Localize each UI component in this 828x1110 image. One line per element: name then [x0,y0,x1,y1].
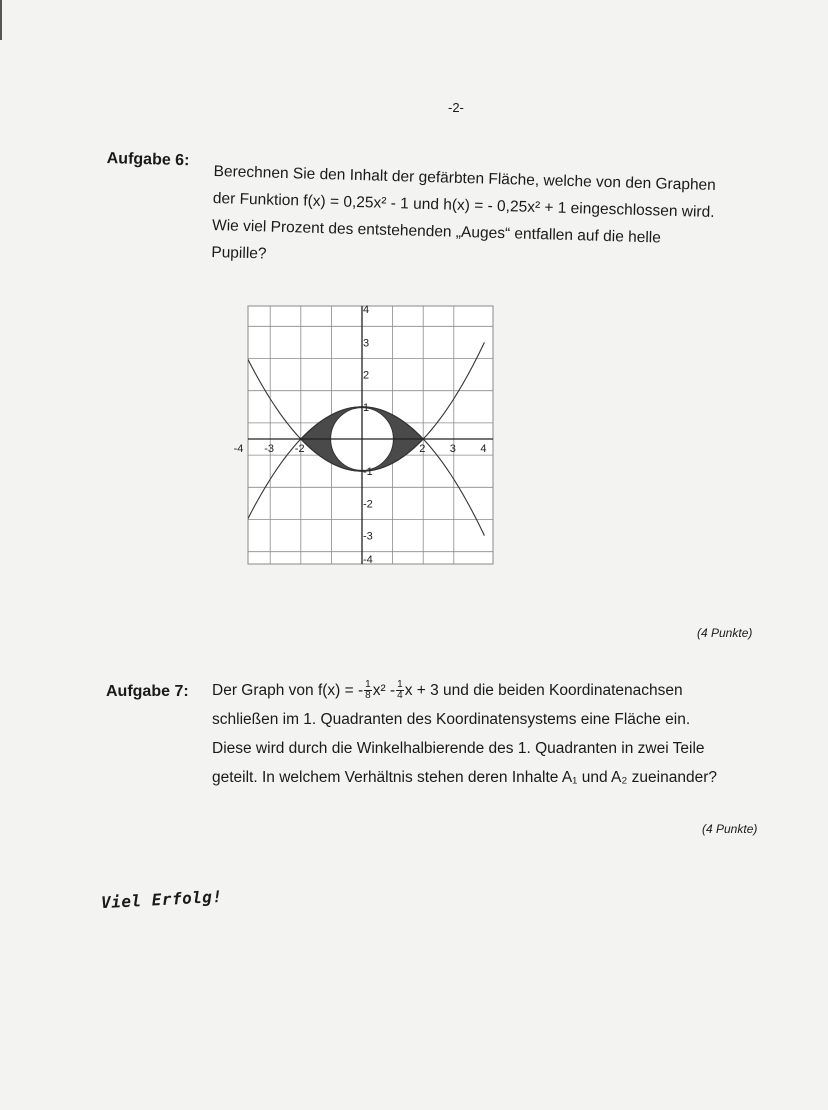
eye-figure [233,300,506,580]
y-tick-label: 1 [363,401,370,414]
y-tick-label: 2 [363,369,370,382]
fraction-one-quarter [396,680,404,701]
task7-formula-mid: x² - [372,682,396,699]
fraction-numerator: 1 [365,679,371,691]
x-tick-label: -2 [294,443,305,455]
task6-text [211,158,794,282]
task7-line: Diese wird durch die Winkelhalbierende des 1. Quadranten in zwei Teile [212,740,705,757]
y-tick-label: -3 [363,530,373,543]
fraction-numerator: 1 [397,679,403,691]
x-tick-label: -4 [233,443,244,455]
task6-line: Wie viel Prozent des entstehenden „Auges“ entfallen auf die helle [211,216,662,247]
x-tick-label: -3 [264,443,274,455]
task6-line: Berechnen Sie den Inhalt der gefärbten Fläche, welche von den Graphen [213,162,717,195]
task6-line: der Funktion f(x) = 0,25x² - 1 und h(x) = - 0,25x² + 1 eingeschlossen wird. [212,189,715,221]
fraction-denominator: 4 [397,690,403,702]
task7-line: geteilt. In welchem Verhältnis stehen deren Inhalte A₁ und A₂ zueinander? [212,769,717,786]
y-tick-label: 4 [363,304,370,316]
y-tick-label: -4 [363,554,373,566]
y-tick-label: -2 [363,498,373,511]
y-tick-label: 3 [363,337,370,350]
x-tick-label: 2 [419,443,426,455]
closing-wish: Viel Erfolg! [100,886,224,913]
task7-points: (4 Punkte) [702,822,758,836]
fraction-one-eighth [364,680,372,701]
page-number: -2- [448,100,464,115]
eye-graph [233,300,506,575]
task7-label: Aufgabe 7: [106,683,189,700]
y-tick-label: -1 [363,466,373,479]
page-edge [0,0,2,40]
task7-line-formula [212,676,812,705]
task6-line: Pupille? [211,243,267,263]
task7-formula-suffix: x + 3 und die beiden Koordinatenachsen [404,682,683,699]
task7-text [212,676,812,792]
fraction-denominator: 8 [365,690,371,702]
task7-formula-prefix: Der Graph von f(x) = - [212,682,364,699]
x-tick-label: 3 [449,443,456,455]
task7-line: schließen im 1. Quadranten des Koordinatensystems eine Fläche ein. [212,711,691,728]
task6-points: (4 Punkte) [697,626,753,640]
x-tick-label: 4 [480,443,487,455]
task6-label: Aufgabe 6: [106,150,190,170]
